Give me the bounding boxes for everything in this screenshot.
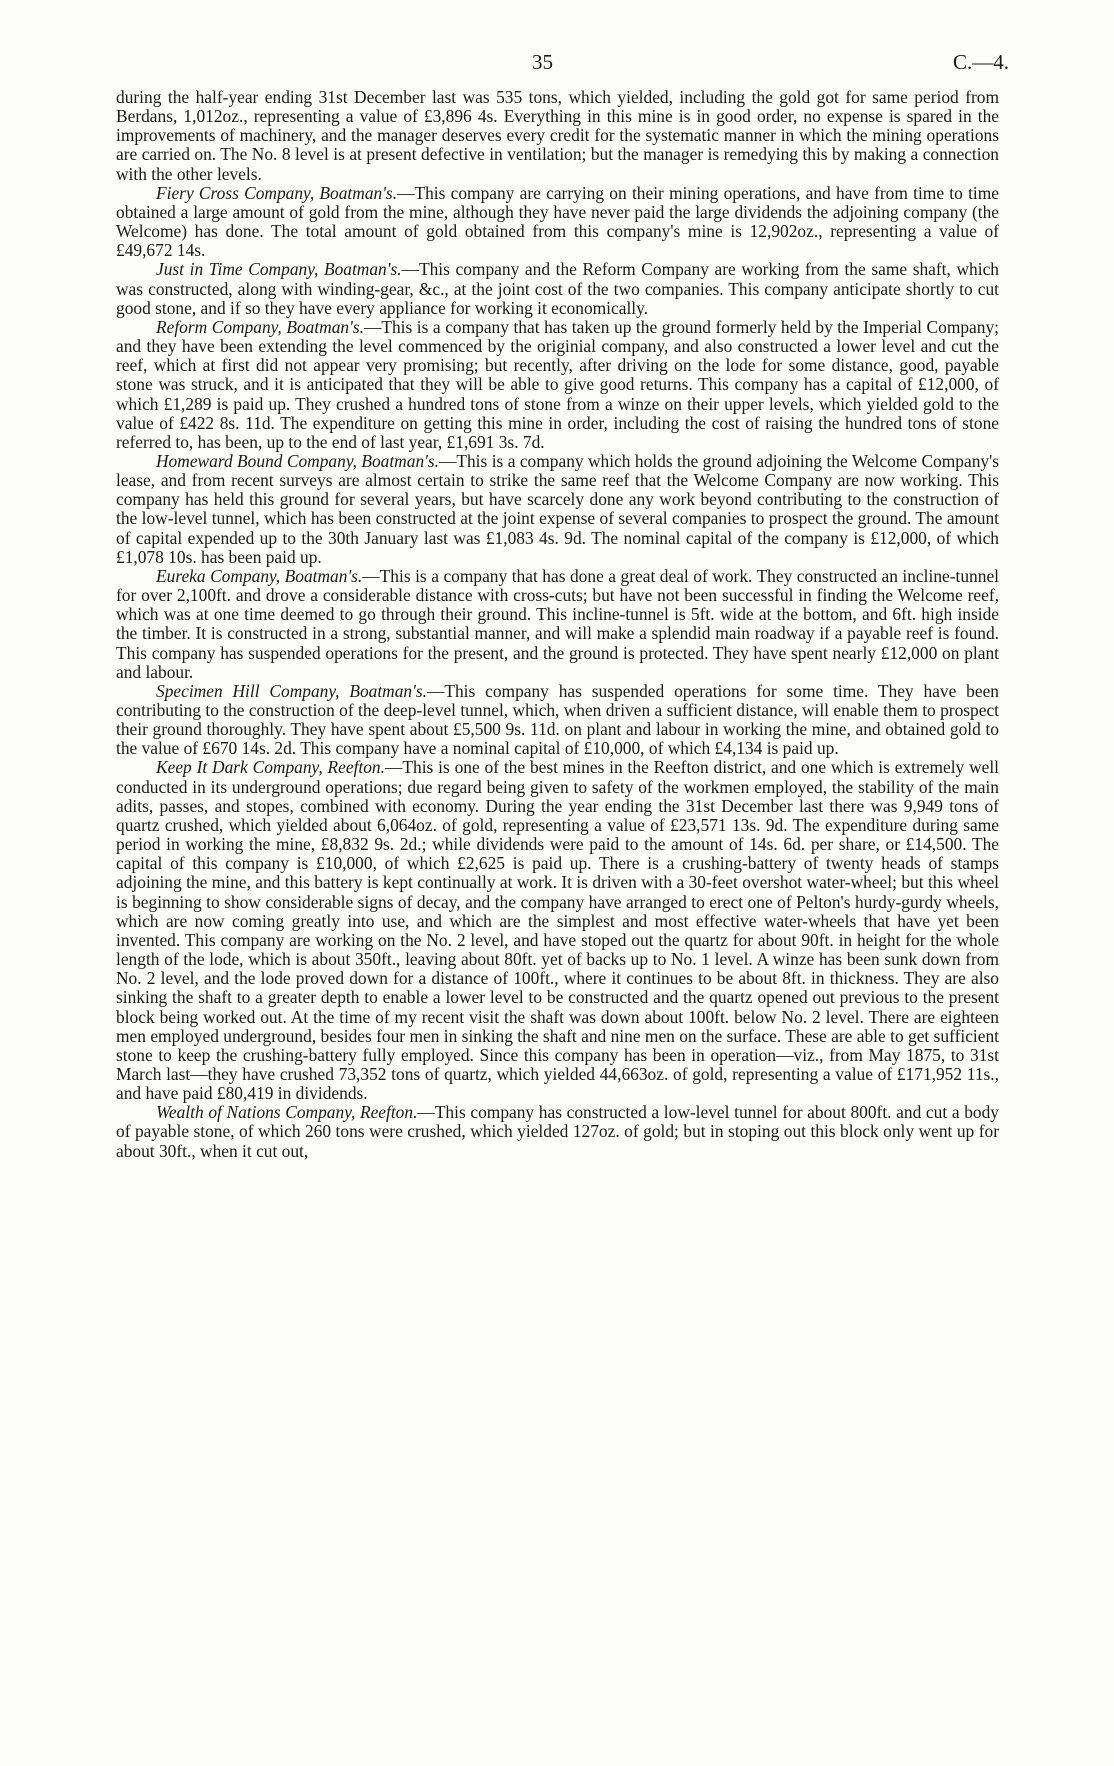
paragraph	[116, 682, 999, 759]
paragraph	[116, 567, 999, 682]
paragraph-text: —This is a company that has taken up the ground formerly held by the Imperial Company; and they have been extending the level commenced by the originial company, and also constructed a lower level and cut the reef, which at first did not appear very promising; but recently, after driving on the lode for some distance, good, payable stone was struck, and it is anticipated that they will be able to give good returns. This company has a capital of £12,000, of which £1,289 is paid up. They crushed a hundred tons of stone from a winze on their upper levels, which yielded gold to the value of £422 8s. 11d. The expenditure on getting this mine in order, including the cost of raising the hundred tons of stone referred to, has been, up to the end of last year, £1,691 3s. 7d.	[116, 316, 999, 452]
paragraph	[116, 452, 999, 567]
section-title: Wealth of Nations Company, Reefton.	[156, 1102, 418, 1123]
paragraph-text: —This company and the Reform Company are working from the same shaft, which was constructed, along with winding-gear, &c., at the joint cost of the two companies. This company anticipate shortly to cut good stone, and if so they have every appliance for working it economically.	[116, 259, 999, 318]
paragraph-text: during the half-year ending 31st December last was 535 tons, which yielded, including the gold got for same period from Berdans, 1,012oz., representing a value of £3,896 4s. Everything in this mine is in good order, no expense is spared in the improvements of machinery, and the manager deserves every credit for the systematic manner in which the mining operations are carried on. The No. 8 level is at present defective in ventilation; but the manager is remedying this by making a connection with the other levels.	[116, 87, 999, 184]
paragraph-text: —This company has constructed a low-level tunnel for about 800ft. and cut a body of payable stone, of which 260 tons were crushed, which yielded 127oz. of gold; but in stoping out this block only went up for about 30ft., when it cut out,	[116, 1102, 999, 1161]
section-title: Specimen Hill Company, Boatman's.	[156, 680, 427, 701]
section-title: Keep It Dark Company, Reefton.	[156, 757, 385, 778]
paragraph-text: —This is a company that has done a great deal of work. They constructed an incline-tunnel for over 2,100ft. and drove a considerable distance with cross-cuts; but have not been successful in finding the Welcome reef, which was at one time deemed to go through their ground. This incline-tunnel is 5ft. wide at the bottom, and 6ft. high inside the timber. It is constructed in a strong, substantial manner, and will make a splendid main roadway if a payable reef is found. This company has suspended operations for the present, and the ground is protected. They have spent nearly £12,000 on plant and labour.	[116, 565, 999, 682]
section-title: Just in Time Company, Boatman's.	[156, 259, 402, 280]
page-header	[0, 50, 1114, 80]
paragraph	[116, 260, 999, 317]
paragraph-text: —This company are carrying on their mining operations, and have from time to time obtained a large amount of gold from the mine, although they have never paid the large dividends the adjoining company (the Welcome) has done. The total amount of gold obtained from this company's mine is 12,902oz., representing a value of £49,672 14s.	[116, 182, 999, 261]
paragraph-text: —This is one of the best mines in the Reefton district, and one which is extremely well conducted in its underground operations; due regard being given to safety of the workmen employed, the stability of the main adits, passes, and stopes, combined with economy. During the year ending the 31st December last there was 9,949 tons of quartz crushed, which yielded about 6,064oz. of gold, representing a value of £23,571 13s. 9d. The expenditure during same period in working the mine, £8,832 9s. 2d.; while dividends were paid to the amount of 14s. 6d. per share, or £14,500. The capital of this company is £10,000, of which £2,625 is paid up. There is a crushing-battery of twenty heads of stamps adjoining the mine, and this battery is kept continually at work. It is driven with a 30-feet overshot water-wheel; but this wheel is beginning to show considerable signs of decay, and the company have arranged to erect one of Pelton's hurdy-gurdy wheels, which are now coming greatly into use, and which are the simplest and most effective water-wheels that have yet been invented. This company are working on the No. 2 level, and have stoped out the quartz for about 90ft. in height for the whole length of the lode, which is about 350ft., leaving about 80ft. yet of backs up to No. 1 level. A winze has been sunk down from No. 2 level, and the lode proved down for a distance of 100ft., where it continues to be about 8ft. in thickness. They are also sinking the shaft to a greater depth to enable a lower level to be constructed and the quartz opened out previous to the present block being worked out. At the time of my recent visit the shaft was down about 100ft. below No. 2 level. There are eighteen men employed underground, besides four men in sinking the shaft and nine men on the surface. These are able to get sufficient stone to keep the crushing-battery fully employed. Since this company has been in operation—viz., from May 1875, to 31st March last—they have crushed 73,352 tons of quartz, which yielded 44,663oz. of gold, representing a value of £171,952 11s., and have paid £80,419 in dividends.	[116, 757, 1000, 1104]
paragraph	[116, 88, 999, 184]
paragraph	[116, 318, 999, 452]
section-title: Fiery Cross Company, Boatman's.	[156, 182, 398, 203]
page-number: 35	[532, 50, 553, 74]
section-title: Homeward Bound Company, Boatman's.	[156, 450, 439, 471]
section-title: Reform Company, Boatman's.	[156, 316, 364, 337]
paragraph	[116, 184, 999, 261]
paragraph	[116, 1103, 999, 1160]
paragraph-text: —This is a company which holds the ground adjoining the Welcome Company's lease, and from recent surveys are almost certain to strike the same reef that the Welcome Company are now working. This company has held this ground for several years, but have scarcely done any work beyond contributing to the construction of the low-level tunnel, which has been constructed at the joint expense of several companies to prospect the ground. The amount of capital expended up to the 30th January last was £1,083 4s. 9d. The nominal capital of the company is £12,000, of which £1,078 10s. has been paid up.	[116, 450, 999, 567]
body-text	[116, 88, 999, 1161]
paragraph-text: —This company has suspended operations for some time. They have been contributing to the construction of the deep-level tunnel, which, when driven a sufficient distance, will enable them to prospect their ground thoroughly. They have spent about £5,500 9s. 11d. on plant and labour in working the mine, and obtained gold to the value of £670 14s. 2d. This company have a nominal capital of £10,000, of which £4,134 is paid up.	[116, 680, 1000, 759]
paragraph	[116, 758, 999, 1103]
document-reference: C.—4.	[952, 50, 1009, 74]
section-title: Eureka Company, Boatman's.	[156, 565, 363, 586]
